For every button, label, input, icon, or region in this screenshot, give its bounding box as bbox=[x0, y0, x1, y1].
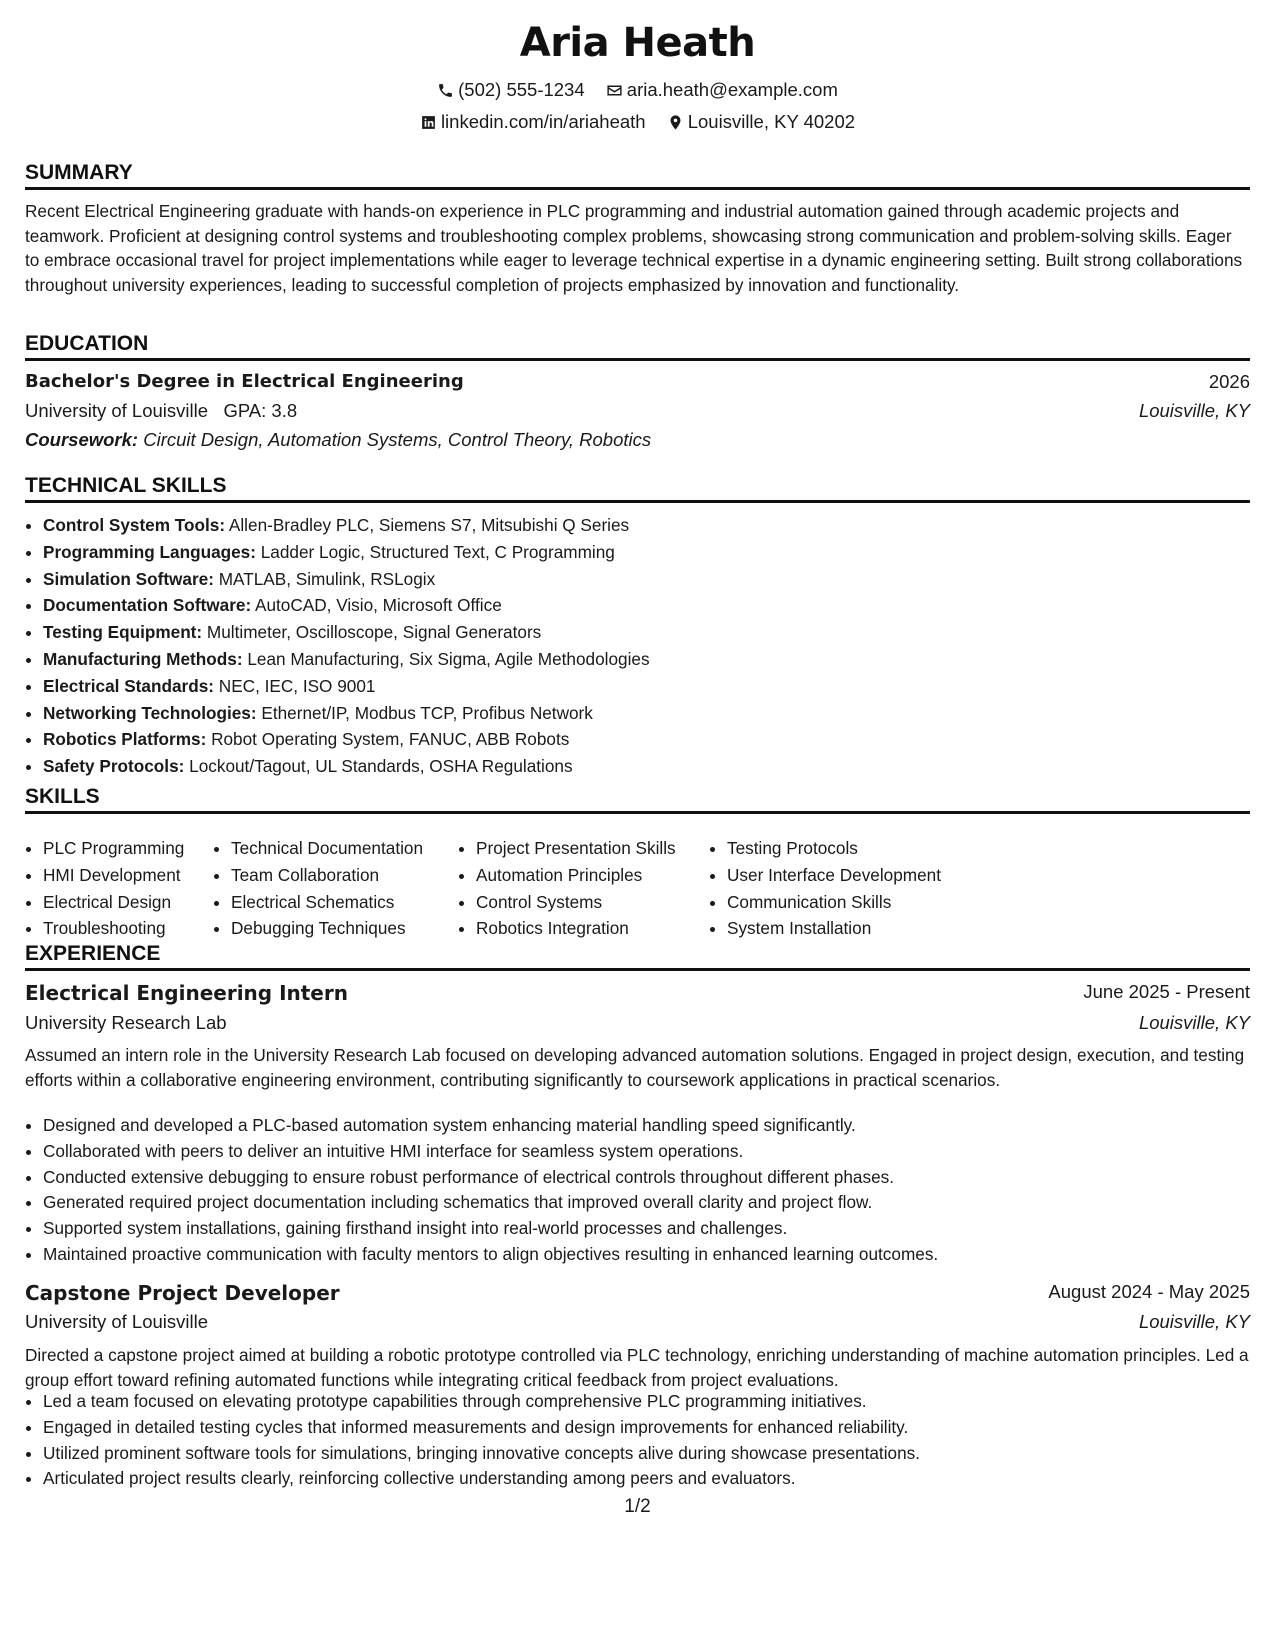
list-item: • Manufacturing Methods: Lean Manufacturing, Six Sigma, Agile Methodologies bbox=[43, 646, 650, 673]
list-item: • Electrical Standards: NEC, IEC, ISO 9001 bbox=[43, 673, 650, 700]
skills-column-2 bbox=[213, 835, 423, 942]
job-1-role: Electrical Engineering Intern bbox=[25, 981, 348, 1005]
coursework-line bbox=[25, 429, 651, 451]
list-item: • Team Collaboration bbox=[231, 862, 423, 889]
list-item: • User Interface Development bbox=[727, 862, 941, 889]
skills-heading: SKILLS bbox=[25, 785, 1250, 814]
phone-contact bbox=[437, 79, 585, 101]
page-number: 1/2 bbox=[624, 1496, 651, 1517]
education-heading: EDUCATION bbox=[25, 332, 1250, 361]
graduation-year: 2026 bbox=[1208, 371, 1250, 392]
list-item: • HMI Development bbox=[43, 862, 184, 889]
summary-text: Recent Electrical Engineering graduate with hands-on experience in PLC programming and industrial automation gained through academic projects and teamwork. Proficient at designing control systems and troubleshooting complex problems, showcasing strong communication and problem-solving skills. Eager to embrace occasional travel for project implementations while eager to leverage technical expertise in a dynamic engineering setting. Built strong collaborations throughout university experiences, leading to successful completion of projects emphasized by innovation and functionality. bbox=[25, 201, 1243, 295]
job-1-description: Assumed an intern role in the University Research Lab focused on developing advanced automation solutions. Engaged in project design, execution, and testing efforts within a collaborative engineering environment, contributing significantly to coursework applications in practical scenarios. bbox=[25, 1045, 1245, 1090]
school-name: University of Louisville bbox=[25, 400, 209, 421]
job-1-bullets bbox=[25, 1113, 938, 1268]
coursework-row bbox=[25, 429, 1250, 457]
linkedin-contact[interactable] bbox=[420, 111, 646, 133]
list-item: • Networking Technologies: Ethernet/IP, Modbus TCP, Profibus Network bbox=[43, 700, 650, 727]
phone-icon bbox=[437, 82, 454, 99]
experience-heading: EXPERIENCE bbox=[25, 942, 1250, 971]
map-pin-icon bbox=[667, 114, 684, 131]
coursework-list: Circuit Design, Automation Systems, Control Theory, Robotics bbox=[138, 429, 652, 450]
job-2-header bbox=[25, 1281, 1250, 1309]
list-item: • System Installation bbox=[727, 915, 941, 942]
list-item: • Collaborated with peers to deliver an intuitive HMI interface for seamless system operations. bbox=[43, 1139, 938, 1165]
gpa: GPA: 3.8 bbox=[223, 400, 298, 421]
job-2-location: Louisville, KY bbox=[1138, 1311, 1250, 1332]
education-row-2 bbox=[25, 400, 1250, 428]
list-item: • Testing Protocols bbox=[727, 835, 941, 862]
list-item: • PLC Programming bbox=[43, 835, 184, 862]
job-2-role: Capstone Project Developer bbox=[25, 1281, 340, 1305]
resume-page bbox=[25, 0, 1250, 1650]
job-1-location: Louisville, KY bbox=[1138, 1012, 1250, 1033]
linkedin-icon bbox=[420, 114, 437, 131]
list-item: • Troubleshooting bbox=[43, 915, 184, 942]
degree-title: Bachelor's Degree in Electrical Engineering bbox=[25, 371, 464, 392]
job-2-bullets bbox=[25, 1389, 920, 1492]
list-item: • Control System Tools: Allen-Bradley PLC, Siemens S7, Mitsubishi Q Series bbox=[43, 512, 650, 539]
skills-column-1 bbox=[25, 835, 184, 942]
list-item: • Simulation Software: MATLAB, Simulink, RSLogix bbox=[43, 566, 650, 593]
list-item: • Control Systems bbox=[476, 889, 676, 916]
technical-skills-list bbox=[25, 512, 650, 780]
job-2-subheader bbox=[25, 1311, 1250, 1339]
list-item: • Engaged in detailed testing cycles that informed measurements and design improvements for enhanced reliability. bbox=[43, 1415, 920, 1441]
candidate-name: Aria Heath bbox=[519, 20, 756, 66]
job-1-dates: June 2025 - Present bbox=[1083, 981, 1250, 1002]
job-2-description: Directed a capstone project aimed at building a robotic prototype controlled via PLC technology, enriching understanding of machine automation principles. Led a group effort toward refining automated functions while integrating critical feedback from project evaluations. bbox=[25, 1345, 1249, 1390]
contact-line-1 bbox=[25, 79, 1250, 104]
job-1-header bbox=[25, 981, 1250, 1009]
job-1-subheader bbox=[25, 1012, 1250, 1040]
list-item: • Automation Principles bbox=[476, 862, 676, 889]
education-location: Louisville, KY bbox=[1138, 400, 1250, 421]
list-item: • Electrical Schematics bbox=[231, 889, 423, 916]
skills-columns bbox=[25, 835, 1250, 945]
list-item: • Programming Languages: Ladder Logic, Structured Text, C Programming bbox=[43, 539, 650, 566]
phone-text: (502) 555-1234 bbox=[458, 79, 585, 100]
list-item: • Safety Protocols: Lockout/Tagout, UL Standards, OSHA Regulations bbox=[43, 753, 650, 780]
list-item: • Robotics Integration bbox=[476, 915, 676, 942]
list-item: • Articulated project results clearly, reinforcing collective understanding among peers and evaluators. bbox=[43, 1466, 920, 1492]
skills-column-4 bbox=[709, 835, 941, 942]
job-2-dates: August 2024 - May 2025 bbox=[1048, 1281, 1250, 1302]
list-item: • Maintained proactive communication with faculty mentors to align objectives resulting in enhanced learning outcomes. bbox=[43, 1242, 938, 1268]
list-item: • Electrical Design bbox=[43, 889, 184, 916]
technical-skills-heading: TECHNICAL SKILLS bbox=[25, 474, 1250, 503]
linkedin-text[interactable]: linkedin.com/in/ariaheath bbox=[440, 111, 646, 132]
list-item: • Designed and developed a PLC-based automation system enhancing material handling speed significantly. bbox=[43, 1113, 938, 1139]
coursework-label: Coursework: bbox=[25, 429, 139, 450]
envelope-icon bbox=[606, 82, 623, 99]
location-contact bbox=[667, 111, 855, 133]
list-item: • Project Presentation Skills bbox=[476, 835, 676, 862]
list-item: • Robotics Platforms: Robot Operating System, FANUC, ABB Robots bbox=[43, 726, 650, 753]
list-item: • Led a team focused on elevating prototype capabilities through comprehensive PLC programming initiatives. bbox=[43, 1389, 920, 1415]
list-item: • Technical Documentation bbox=[231, 835, 423, 862]
list-item: • Utilized prominent software tools for simulations, bringing innovative concepts alive during showcase presentations. bbox=[43, 1441, 920, 1467]
list-item: • Generated required project documentation including schematics that improved overall clarity and project flow. bbox=[43, 1190, 938, 1216]
list-item: • Supported system installations, gaining firsthand insight into real-world processes and challenges. bbox=[43, 1216, 938, 1242]
contact-line-2 bbox=[25, 111, 1250, 136]
summary-heading: SUMMARY bbox=[25, 161, 1250, 190]
email-text[interactable]: aria.heath@example.com bbox=[626, 79, 838, 100]
list-item: • Debugging Techniques bbox=[231, 915, 423, 942]
job-1-org: University Research Lab bbox=[25, 1012, 227, 1033]
list-item: • Testing Equipment: Multimeter, Oscilloscope, Signal Generators bbox=[43, 619, 650, 646]
skills-column-3 bbox=[458, 835, 676, 942]
education-row-1 bbox=[25, 371, 1250, 399]
list-item: • Documentation Software: AutoCAD, Visio, Microsoft Office bbox=[43, 592, 650, 619]
school-line bbox=[25, 400, 297, 422]
list-item: • Communication Skills bbox=[727, 889, 941, 916]
list-item: • Conducted extensive debugging to ensure robust performance of electrical controls throughout different phases. bbox=[43, 1165, 938, 1191]
job-2-org: University of Louisville bbox=[25, 1311, 209, 1332]
location-text: Louisville, KY 40202 bbox=[687, 111, 856, 132]
email-contact[interactable] bbox=[606, 79, 838, 101]
